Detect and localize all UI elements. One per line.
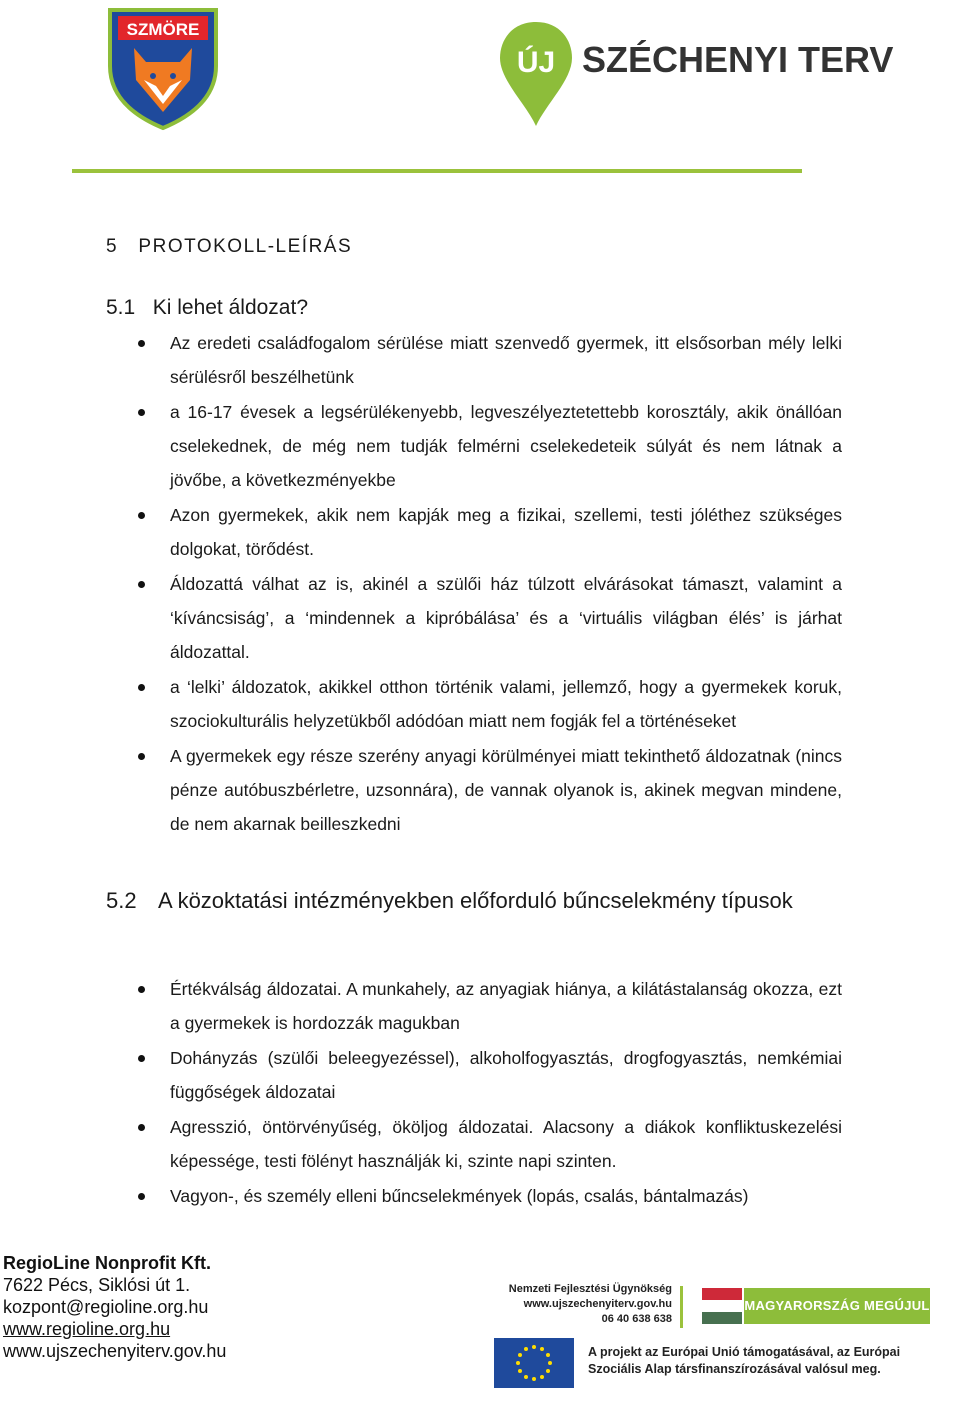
bullet-icon — [138, 753, 145, 760]
list-item: Dohányzás (szülői beleegyezéssel), alkoholfogyasztás, drogfogyasztás, nemkémiai függőségek áldozatai — [138, 1041, 842, 1109]
bullet-icon — [138, 409, 145, 416]
logo-left-text: SZMÖRE — [126, 20, 200, 39]
hungarian-flag-icon — [702, 1288, 742, 1324]
logo-badge-text: ÚJ — [516, 46, 556, 79]
section-number: 5.1 — [106, 296, 136, 319]
nfu-info — [494, 1282, 672, 1332]
list-item: Áldozattá válhat az is, akinél a szülői ház túlzott elvárásokat támaszt, valamint a ‘kíváncsiság’, a ‘mindennek a kipróbálása’ és a ‘virtuális világban élés’ is járhat áldozattal. — [138, 567, 842, 669]
company-address: 7622 Pécs, Siklósi út 1. — [3, 1275, 191, 1295]
header-divider — [72, 169, 802, 173]
bullet-icon — [138, 581, 145, 588]
website-link-szechenyi[interactable]: www.ujszechenyiterv.gov.hu — [3, 1341, 227, 1361]
bullet-icon — [138, 512, 145, 519]
section-title: Ki lehet áldozat? — [152, 296, 308, 319]
list-item: Vagyon-, és személy elleni bűncselekmények (lopás, csalás, bántalmazás) — [138, 1179, 842, 1213]
nfu-web: www.ujszechenyiterv.gov.hu — [523, 1298, 672, 1310]
szmore-logo — [104, 6, 222, 130]
list-item: Az eredeti családfogalom sérülése miatt szenvedő gyermek, itt elsősorban mély lelki sérülésről beszélhetünk — [138, 326, 842, 394]
bullet-icon — [138, 986, 145, 993]
company-email[interactable]: kozpont@regioline.org.hu — [3, 1297, 209, 1317]
section-number: 5.2 — [106, 888, 137, 913]
bullet-icon — [138, 684, 145, 691]
logo-right-text: SZÉCHENYI TERV — [582, 39, 894, 80]
list-item: A gyermekek egy része szerény anyagi körülményei miatt tekinthető áldozatnak (nincs pénze autóbuszbérletre, uzsonnára), de vannak olyanok is, akinek megvan mindene, de nem akarnak beilleszkedni — [138, 739, 842, 841]
list-item: Értékválság áldozatai. A munkahely, az anyagiak hiánya, a kilátástalanság okozza, ezt a gyermekek is hordozzák magukban — [138, 972, 842, 1040]
bullet-icon — [138, 1193, 145, 1200]
section-title: PROTOKOLL-LEÍRÁS — [138, 236, 353, 257]
list-item: a ‘lelki’ áldozatok, akikkel otthon történik valami, jellemző, hogy a gyermekek koruk, szociokulturális helyzetükből adódóan miatt nem fogják fel a történéseket — [138, 670, 842, 738]
nfu-phone: 06 40 638 638 — [601, 1313, 672, 1325]
eu-funding-note: A projekt az Európai Unió támogatásával, az Európai Szociális Alap társfinanszírozásával valósul meg. — [588, 1345, 901, 1376]
list-item: Agresszió, öntörvényűség, ököljog áldozatai. Alacsony a diákok konfliktuskezelési képessége, testi fölényt használják ki, szinte napi szinten. — [138, 1110, 842, 1178]
bullet-icon — [138, 1124, 145, 1131]
list-item: a 16-17 évesek a legsérülékenyebb, legveszélyeztetettebb korosztály, akik önállóan cselekednek, de még nem tudják felmérni cselekedeteik súlyát és nem látnak a jövőbe, a következményekbe — [138, 395, 842, 497]
company-name: RegioLine Nonprofit Kft. — [3, 1253, 211, 1273]
nfu-name: Nemzeti Fejlesztési Ügynökség — [508, 1283, 672, 1295]
eu-flag-icon — [494, 1338, 574, 1388]
section-5-1-heading — [106, 296, 308, 320]
section-5-2-heading — [106, 886, 842, 916]
bullet-icon — [138, 340, 145, 347]
bullet-icon — [138, 1055, 145, 1062]
footer-divider — [680, 1286, 683, 1328]
section-number: 5 — [106, 236, 119, 257]
victims-list — [138, 326, 842, 842]
uj-szechenyi-terv-logo — [496, 18, 894, 130]
website-link-regioline[interactable]: www.regioline.org.hu — [3, 1319, 171, 1339]
magyarorszag-megujul-banner: MAGYARORSZÁG MEGÚJUL — [744, 1288, 930, 1324]
section-5-heading — [106, 236, 352, 258]
shield-fox-icon — [104, 6, 222, 130]
footer-contact — [3, 1252, 226, 1362]
list-item: Azon gyermekek, akik nem kapják meg a fizikai, szellemi, testi jóléthez szükséges dolgokat, törődést. — [138, 498, 842, 566]
map-pin-icon — [496, 18, 894, 130]
crime-types-list — [138, 972, 842, 1214]
section-title: A közoktatási intézményekben előforduló bűncselekmény típusok — [158, 888, 793, 913]
